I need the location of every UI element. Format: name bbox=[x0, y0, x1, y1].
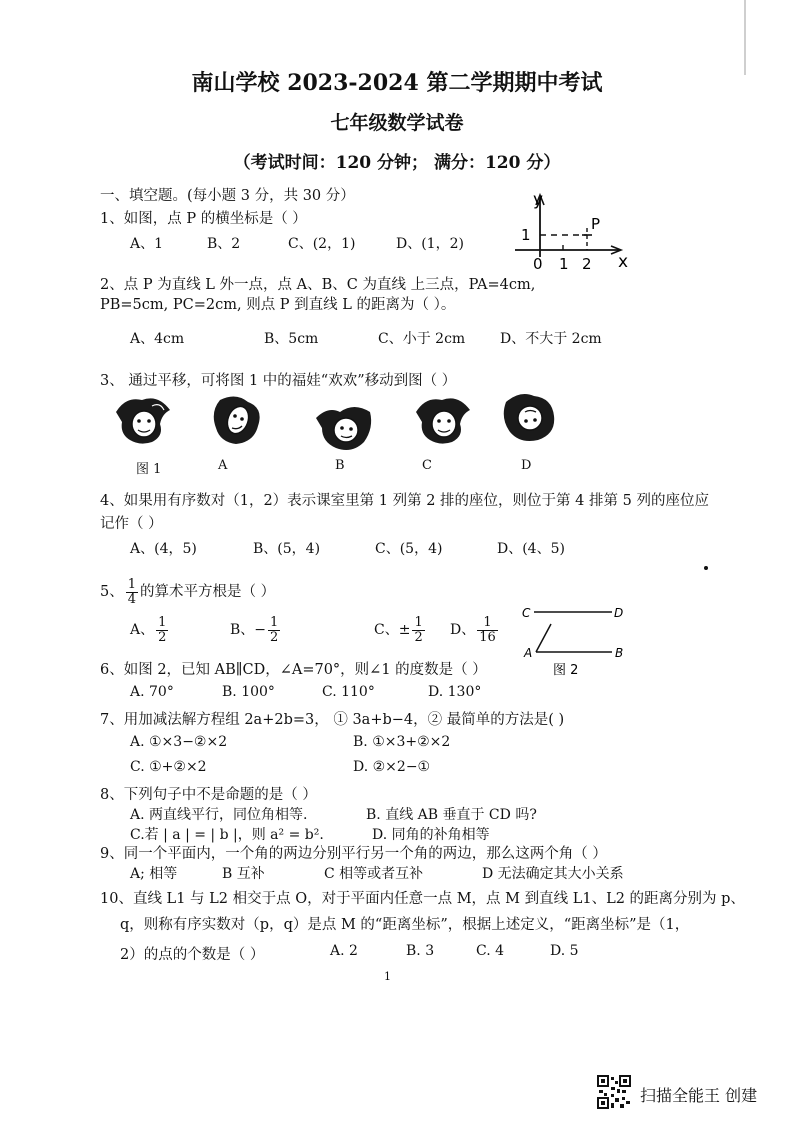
q4-option-d: D、(4、5) bbox=[497, 541, 565, 557]
q4-line2: 记作（ ） bbox=[100, 516, 163, 532]
q5-option-d-frac bbox=[477, 616, 498, 644]
q7-option-a: A. ①×3−②×2 bbox=[130, 734, 228, 750]
q2-option-a: A、4cm bbox=[130, 331, 185, 347]
q6-option-a: A. 70° bbox=[130, 684, 174, 700]
qr-code-icon bbox=[597, 1075, 631, 1109]
q10-line3: 2）的点的个数是（ ） bbox=[120, 947, 265, 963]
q5-prefix: 5、 bbox=[100, 584, 124, 601]
q5-c-den: 2 bbox=[414, 629, 423, 645]
q3-stem: 3、 通过平移，可将图 1 中的福娃“欢欢”移动到图（ ） bbox=[100, 373, 457, 389]
q5-option-c bbox=[374, 616, 427, 644]
section-heading: 一、填空题。(每小题 3 分，共 30 分） bbox=[100, 188, 355, 204]
doll-figure-b bbox=[314, 398, 376, 454]
fig2-label-b: B bbox=[615, 646, 624, 660]
q5-frac-numerator: 1 bbox=[127, 577, 137, 592]
q4-option-c: C、(5，4) bbox=[375, 541, 443, 557]
q6-option-c: C. 110° bbox=[322, 684, 375, 700]
q5-suffix: 的算术平方根是（ ） bbox=[140, 584, 276, 601]
q5-option-d bbox=[450, 616, 500, 644]
q1-option-a: A、1 bbox=[130, 236, 164, 252]
q5-d-num: 1 bbox=[477, 616, 498, 631]
x-tick-2: 2 bbox=[582, 255, 592, 273]
exam-title: 南山学校 2023-2024 第二学期期中考试 bbox=[191, 70, 603, 96]
y-axis-label: y bbox=[533, 190, 544, 210]
q5-option-c-frac bbox=[412, 616, 424, 644]
q10-option-b: B. 3 bbox=[406, 943, 435, 959]
q9-option-c: C 相等或者互补 bbox=[324, 866, 424, 882]
q10-line1: 10、直线 L1 与 L2 相交于点 O，对于平面内任意一点 M，点 M 到直线 L1、L2 的距离分别为 p、 bbox=[100, 891, 745, 907]
q5-option-a-frac bbox=[156, 616, 168, 644]
q6-stem: 6、如图 2，已知 AB∥CD，∠A=70°，则∠1 的度数是（ ） bbox=[100, 662, 487, 678]
q5-stem bbox=[100, 578, 275, 606]
q3-label-c: C bbox=[422, 458, 432, 473]
x-tick-1: 1 bbox=[559, 255, 569, 273]
fig2-caption: 图 2 bbox=[553, 663, 579, 678]
q10-option-a: A. 2 bbox=[330, 943, 358, 959]
q7-option-d: D. ②×2−① bbox=[353, 759, 431, 775]
q1-option-b: B、2 bbox=[207, 236, 241, 252]
q5-option-a bbox=[130, 616, 170, 644]
q6-option-d: D. 130° bbox=[428, 684, 482, 700]
q2-option-d: D、不大于 2cm bbox=[500, 331, 602, 347]
q2-option-b: B、5cm bbox=[264, 331, 319, 347]
q4-option-b: B、(5，4) bbox=[253, 541, 321, 557]
q9-option-d: D 无法确定其大小关系 bbox=[482, 866, 624, 882]
q5-option-b bbox=[230, 616, 282, 644]
x-axis-label: x bbox=[618, 252, 629, 272]
q5-c-num: 1 bbox=[414, 615, 423, 630]
q4-option-a: A、(4，5) bbox=[130, 541, 197, 557]
q5-a-num: 1 bbox=[158, 615, 167, 630]
exam-subtitle: 七年级数学试卷 bbox=[330, 112, 464, 134]
q7-option-c: C. ①+②×2 bbox=[130, 759, 207, 775]
doll-figure-d bbox=[498, 388, 560, 446]
q4-line1: 4、如果用有序数对（1，2）表示课室里第 1 列第 2 排的座位，则位于第 4 排第 5 列的座位应 bbox=[100, 493, 709, 509]
q5-frac-denominator: 4 bbox=[127, 591, 137, 607]
q3-label-b: B bbox=[335, 458, 345, 473]
q8-option-c: C.若 | a | = | b |，则 a² = b². bbox=[130, 827, 324, 843]
q8-option-b: B. 直线 AB 垂直于 CD 吗? bbox=[366, 807, 537, 823]
fig2-label-c: C bbox=[522, 606, 531, 620]
q2-line1: 2、点 P 为直线 L 外一点，点 A、B、C 为直线 上三点，PA=4cm, bbox=[100, 277, 536, 293]
origin-label: 0 bbox=[533, 255, 543, 273]
coordinate-figure bbox=[505, 185, 640, 275]
q10-option-d: D. 5 bbox=[550, 943, 579, 959]
speck-dot bbox=[704, 566, 708, 570]
doll-figure-c bbox=[412, 392, 474, 448]
fig2-label-a: A bbox=[524, 646, 533, 660]
q3-label-fig1: 图 1 bbox=[136, 462, 162, 477]
q5-option-b-frac bbox=[268, 616, 280, 644]
q2-line2: PB=5cm, PC=2cm, 则点 P 到直线 L 的距离为（ ）。 bbox=[100, 297, 456, 313]
q3-label-a: A bbox=[218, 458, 228, 473]
q1-stem: 1、如图，点 P 的横坐标是（ ） bbox=[100, 211, 307, 227]
exam-info: （考试时间：120 分钟； 满分：120 分） bbox=[233, 153, 561, 173]
q3-label-d: D bbox=[521, 458, 532, 473]
q9-option-b: B 互补 bbox=[222, 866, 265, 882]
q10-line2: q，则称有序实数对（p，q）是点 M 的“距离坐标”，根据上述定义，“距离坐标”是（1， bbox=[120, 917, 690, 933]
q5-fraction-quarter bbox=[126, 578, 138, 606]
q8-option-d: D. 同角的补角相等 bbox=[372, 827, 490, 843]
q7-option-b: B. ①×3+②×2 bbox=[353, 734, 451, 750]
point-p-label: P bbox=[591, 215, 601, 233]
q5-option-a-label: A、 bbox=[130, 622, 155, 639]
doll-figure-a bbox=[208, 390, 268, 448]
q8-stem: 8、下列句子中不是命题的是（ ） bbox=[100, 787, 317, 803]
q8-option-a: A. 两直线平行，同位角相等. bbox=[130, 807, 308, 823]
doll-figure-1 bbox=[112, 392, 174, 448]
q9-option-a: A; 相等 bbox=[130, 866, 178, 882]
q2-option-c: C、小于 2cm bbox=[378, 331, 466, 347]
q7-stem: 7、用加减法解方程组 2a+2b=3， ① 3a+b−4，② 最简单的方法是( ) bbox=[100, 712, 565, 728]
q5-option-c-label: C、± bbox=[374, 622, 411, 639]
page-number: 1 bbox=[384, 970, 391, 983]
q6-option-b: B. 100° bbox=[222, 684, 275, 700]
q5-option-b-label: B、− bbox=[230, 622, 267, 639]
figure-2-parallel-lines bbox=[518, 600, 633, 680]
q5-d-den: 16 bbox=[479, 629, 496, 645]
scan-edge-line bbox=[744, 0, 746, 75]
q5-option-d-label: D、 bbox=[450, 622, 476, 639]
scanner-app-credit: 扫描全能王 创建 bbox=[640, 1086, 758, 1105]
q5-b-den: 2 bbox=[270, 629, 279, 645]
q9-stem: 9、同一个平面内，一个角的两边分别平行另一个角的两边，那么这两个角（ ） bbox=[100, 846, 607, 862]
q5-a-den: 2 bbox=[158, 629, 167, 645]
q10-option-c: C. 4 bbox=[476, 943, 505, 959]
q1-option-d: D、(1，2) bbox=[396, 236, 464, 252]
q5-b-num: 1 bbox=[270, 615, 279, 630]
y-tick-1: 1 bbox=[521, 226, 531, 244]
q1-option-c: C、(2，1) bbox=[288, 236, 356, 252]
fig2-label-d: D bbox=[614, 606, 624, 620]
